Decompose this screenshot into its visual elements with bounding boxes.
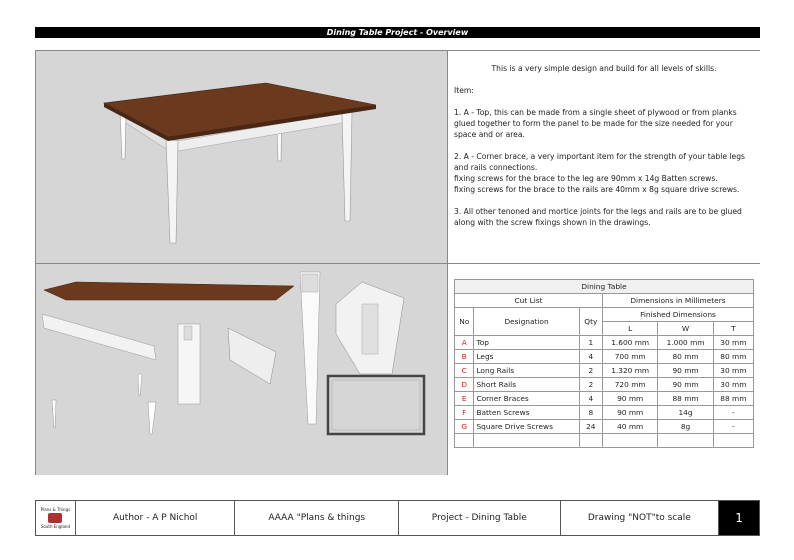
page-title: Dining Table Project - Overview <box>35 27 760 38</box>
table-render-panel <box>36 51 448 264</box>
row-length: 700 mm <box>602 350 657 364</box>
row-thickness: 30 mm <box>713 364 753 378</box>
item-2-screws-leg: fixing screws for the brace to the leg are 90mm x 14g Batten screws. <box>454 174 718 183</box>
row-qty: 4 <box>579 392 602 406</box>
row-qty: 2 <box>579 364 602 378</box>
row-thickness: 30 mm <box>713 336 753 350</box>
col-no: No <box>455 308 474 336</box>
item-label: Item: <box>454 86 474 95</box>
row-thickness: - <box>713 406 753 420</box>
row-qty: 8 <box>579 406 602 420</box>
row-letter: D <box>455 378 474 392</box>
row-letter: G <box>455 420 474 434</box>
row-width: 80 mm <box>658 350 713 364</box>
item-1-text: 1. A - Top, this can be made from a single sheet of plywood or from planks glued together to form the panel to be made for the size needed for your space and or area. <box>454 108 737 139</box>
row-designation: Top <box>474 336 579 350</box>
part-tall-leg <box>300 272 320 424</box>
row-length: 1.320 mm <box>602 364 657 378</box>
finished-header: Finished Dimensions <box>602 308 753 322</box>
row-length: 40 mm <box>602 420 657 434</box>
project-cell: Project - Dining Table <box>399 501 561 535</box>
table-render <box>36 51 448 264</box>
page-number: 1 <box>719 501 759 535</box>
row-thickness: 88 mm <box>713 392 753 406</box>
row-length: 1.600 mm <box>602 336 657 350</box>
part-long-rail <box>42 314 156 360</box>
table-row <box>455 392 754 406</box>
row-qty: 24 <box>579 420 602 434</box>
scale-note-cell: Drawing "NOT"to scale <box>561 501 720 535</box>
row-designation: Square Drive Screws <box>474 420 579 434</box>
cut-table-title: Dining Table <box>455 280 754 294</box>
row-qty: 1 <box>579 336 602 350</box>
title-block <box>35 500 760 536</box>
parts-drawing <box>36 264 448 475</box>
row-thickness: 80 mm <box>713 350 753 364</box>
part-top <box>44 282 294 300</box>
col-qty: Qty <box>579 308 602 336</box>
row-letter: E <box>455 392 474 406</box>
leg-front-right <box>342 111 352 221</box>
company-cell: AAAA "Plans & things <box>235 501 399 535</box>
row-length: 90 mm <box>602 406 657 420</box>
row-designation: Legs <box>474 350 579 364</box>
row-width: 90 mm <box>658 378 713 392</box>
col-l: L <box>602 322 657 336</box>
description-panel <box>448 51 760 264</box>
col-t: T <box>713 322 753 336</box>
row-thickness: - <box>713 420 753 434</box>
row-width: 1.000 mm <box>658 336 713 350</box>
exploded-parts-panel <box>36 264 448 475</box>
leg-front-left <box>166 139 178 243</box>
row-letter: A <box>455 336 474 350</box>
item-3-text: 3. All other tenoned and mortice joints for the legs and rails are to be glued along with the screw fixings shown in the drawings. <box>454 207 742 227</box>
cut-list-panel <box>448 264 760 475</box>
author-cell: Author - A P Nichol <box>76 501 236 535</box>
row-qty: 2 <box>579 378 602 392</box>
table-row <box>455 364 754 378</box>
row-length: 90 mm <box>602 392 657 406</box>
row-width: 90 mm <box>658 364 713 378</box>
cut-list-table <box>454 279 754 448</box>
row-letter: C <box>455 364 474 378</box>
part-leg-2 <box>52 400 56 428</box>
logo-text-top: Plans & Things <box>40 507 71 512</box>
item-2-screws-rail: fixing screws for the brace to the rails are 40mm x 8g square drive screws. <box>454 185 740 194</box>
logo-text-bottom: South England <box>40 524 71 529</box>
row-letter: B <box>455 350 474 364</box>
leg-back-left <box>120 113 126 159</box>
drawing-sheet <box>35 50 760 475</box>
row-designation: Corner Braces <box>474 392 579 406</box>
col-designation: Designation <box>474 308 579 336</box>
table-row <box>455 350 754 364</box>
row-length: 720 mm <box>602 378 657 392</box>
part-frame <box>328 376 424 434</box>
item-2-text: 2. A - Corner brace, a very important item for the strength of your table legs and rails connections. <box>454 152 745 172</box>
row-width: 8g <box>658 420 713 434</box>
table-row <box>455 378 754 392</box>
row-qty: 4 <box>579 350 602 364</box>
row-width: 14g <box>658 406 713 420</box>
row-designation: Short Rails <box>474 378 579 392</box>
part-leg-3 <box>148 402 156 434</box>
row-designation: Batten Screws <box>474 406 579 420</box>
part-corner-brace <box>228 328 276 384</box>
row-letter: F <box>455 406 474 420</box>
intro-text: This is a very simple design and build for all levels of skills. <box>491 64 717 73</box>
logo-badge-icon <box>48 513 62 523</box>
table-row <box>455 406 754 420</box>
table-row <box>455 420 754 434</box>
col-w: W <box>658 322 713 336</box>
dimensions-header: Dimensions in Millimeters <box>602 294 753 308</box>
table-row <box>455 336 754 350</box>
cut-list-header: Cut List <box>455 294 603 308</box>
row-designation: Long Rails <box>474 364 579 378</box>
company-logo <box>36 501 76 535</box>
part-leg-1 <box>138 374 142 396</box>
row-thickness: 30 mm <box>713 378 753 392</box>
row-width: 88 mm <box>658 392 713 406</box>
